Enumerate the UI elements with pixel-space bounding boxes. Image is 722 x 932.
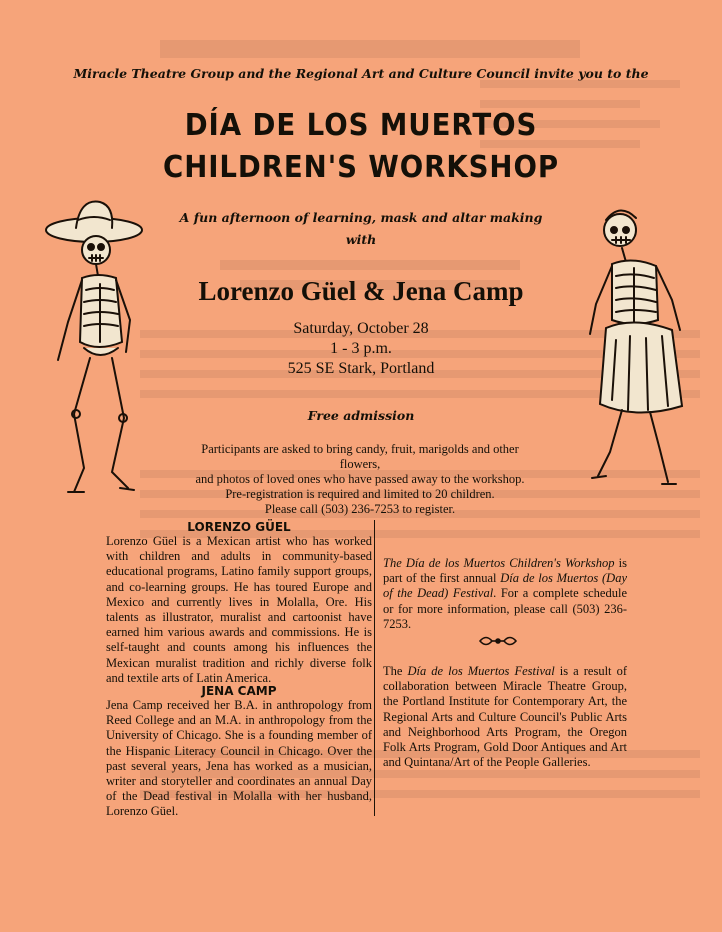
- invitation-line: Miracle Theatre Group and the Regional Art and Culture Council invite you to the: [73, 66, 649, 81]
- festival-name: Día de los Muertos Festival: [407, 664, 555, 678]
- presenters-heading: Lorenzo Güel & Jena Camp: [198, 276, 524, 306]
- paragraph-text: The: [383, 664, 408, 678]
- decorative-ornament-icon: [478, 634, 518, 648]
- festival-name: Día de los Muertos (Day of the Dead) Festival: [383, 571, 627, 601]
- event-date: Saturday, October 28: [293, 320, 429, 337]
- info-line: Participants are asked to bring candy, fruit, marigolds and other flowers,: [201, 442, 519, 471]
- workshop-name: The Día de los Muertos Children's Workshop: [383, 556, 615, 570]
- paragraph-text: . For a complete schedule or for more information, please call (503) 236-7253.: [383, 586, 627, 631]
- column-divider: [374, 520, 375, 816]
- event-time: 1 - 3 p.m.: [330, 340, 392, 357]
- tagline: A fun afternoon of learning, mask and altar making: [179, 210, 543, 225]
- admission-note: Free admission: [307, 408, 415, 423]
- paragraph-text: is a result of collaboration between Miracle Theatre Group, the Portland Institute for Contemporary Art, the Regional Arts and Culture Council's Public Arts and Neighborhood Arts Program, the Oregon Folk Arts Program, Gold Door Antiques and Art and Quintana/Art of the People Galleries.: [383, 664, 627, 770]
- tagline-with: with: [345, 232, 377, 247]
- festival-schedule-paragraph: [383, 556, 627, 632]
- title-line-2: CHILDREN'S WORKSHOP: [163, 150, 559, 185]
- info-line: Please call (503) 236-7253 to register.: [264, 502, 456, 516]
- info-line: Pre-registration is required and limited to 20 children.: [225, 487, 495, 501]
- title-line-1: DÍA DE LOS MUERTOS: [184, 108, 538, 143]
- lorenzo-bio-heading: LORENZO GÜEL: [187, 520, 291, 534]
- paragraph-text: is part of the first annual: [383, 556, 627, 586]
- lorenzo-bio-text: Lorenzo Güel is a Mexican artist who has worked with children and adults in community-based educational programs, Latino family support groups, and co-learning groups. He has toured Europe and Mexico and currently lives in Molalla, Ore. His talents as illustrator, muralist and cartoonist have earned him various awards and commissions. He is self-taught and counts among his influences the Mexican muralist tradition and richly diverse folk and textile arts of Latin America.: [106, 534, 372, 685]
- skeleton-dancer-illustration: [576, 200, 694, 492]
- skeleton-sombrero-illustration: [34, 192, 144, 500]
- festival-collaboration-paragraph: [383, 664, 627, 770]
- info-line: and photos of loved ones who have passed away to the workshop.: [195, 472, 525, 486]
- event-address: 525 SE Stark, Portland: [287, 360, 435, 377]
- jena-bio-heading: JENA CAMP: [201, 684, 277, 698]
- jena-bio-text: Jena Camp received her B.A. in anthropology from Reed College and an M.A. in anthropology from the University of Chicago. She is a founding member of the Hispanic Literacy Council in Chicago. Over the past several years, Jena has worked as a musician, writer and storyteller and coordinates an annual Day of the Dead festival in Molalla with her husband, Lorenzo Güel.: [106, 698, 372, 819]
- participant-info: [180, 442, 540, 517]
